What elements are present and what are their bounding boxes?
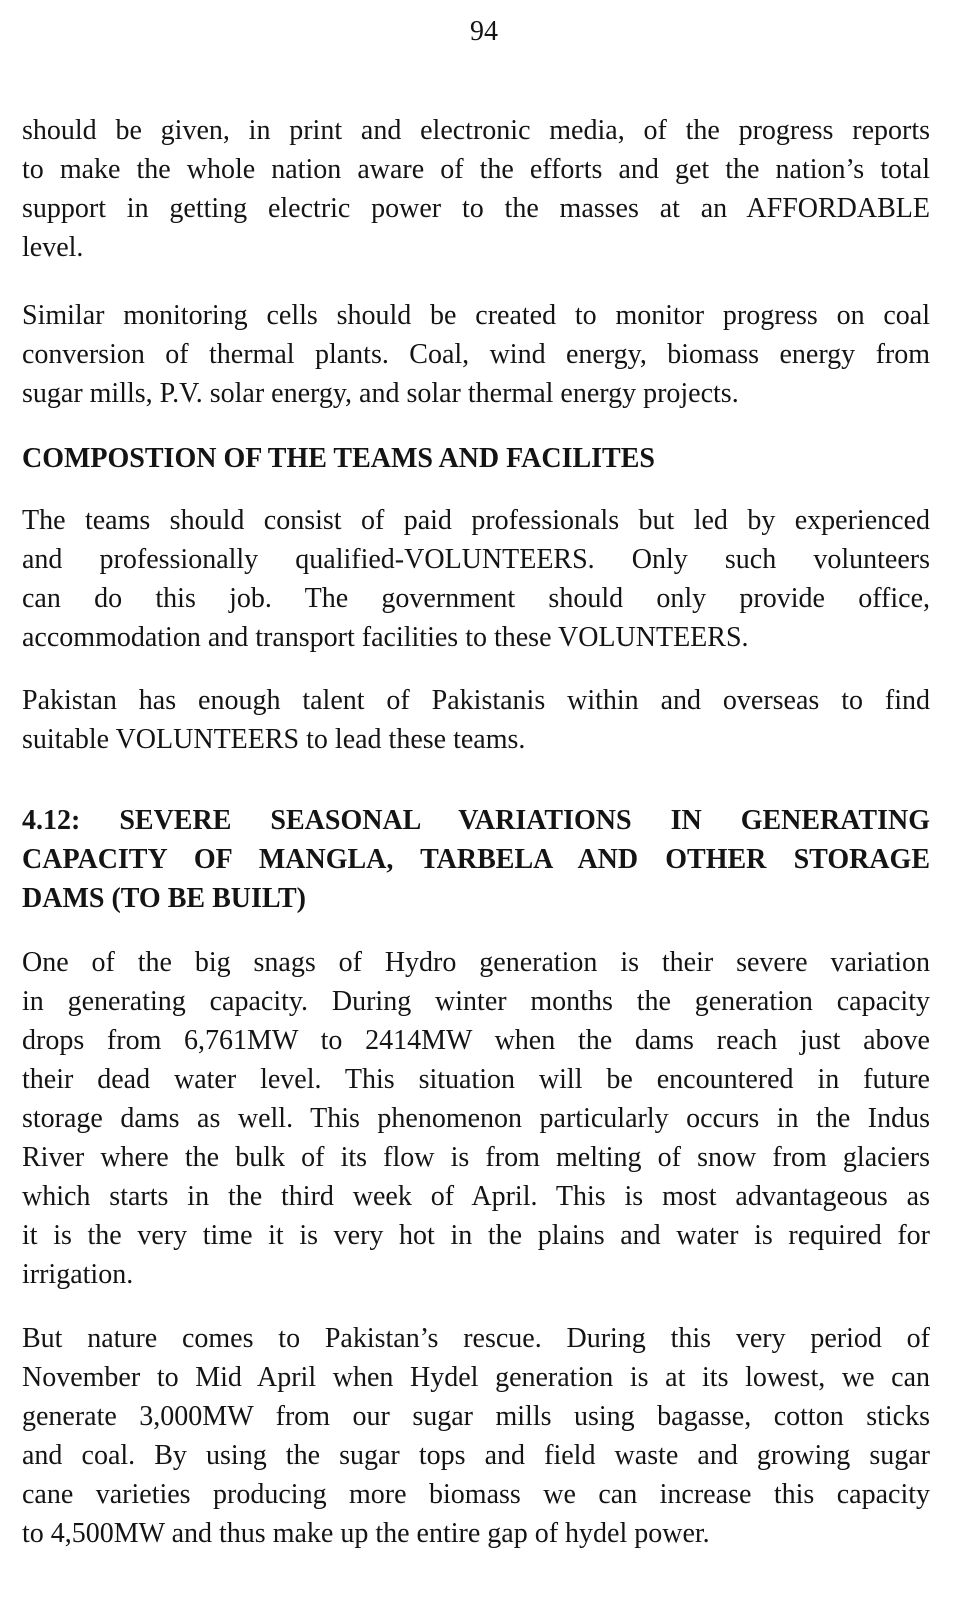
text-line: support in getting electric power to the masses at an AFFORDABLE: [22, 193, 930, 224]
text-line: and professionally qualified-VOLUNTEERS. Only such volunteers: [22, 544, 930, 575]
text-line: drops from 6,761MW to 2414MW when the dams reach just above: [22, 1025, 930, 1056]
text-line: it is the very time it is very hot in the plains and water is required for: [22, 1220, 930, 1251]
text-line: cane varieties producing more biomass we can increase this capacity: [22, 1479, 930, 1510]
text-line: should be given, in print and electronic media, of the progress reports: [22, 115, 930, 146]
text-line: can do this job. The government should only provide office,: [22, 583, 930, 614]
text-line: CAPACITY OF MANGLA, TARBELA AND OTHER STORAGE: [22, 844, 930, 875]
text-line: 4.12: SEVERE SEASONAL VARIATIONS IN GENERATING: [22, 805, 930, 836]
text-line: One of the big snags of Hydro generation is their severe variation: [22, 947, 930, 978]
text-line: storage dams as well. This phenomenon particularly occurs in the Indus: [22, 1103, 930, 1134]
section-heading: [22, 439, 930, 478]
text-line: suitable VOLUNTEERS to lead these teams.: [22, 724, 526, 755]
text-line: to make the whole nation aware of the efforts and get the nation’s total: [22, 154, 930, 185]
text-line: Similar monitoring cells should be created to monitor progress on coal: [22, 300, 930, 331]
text-line: and coal. By using the sugar tops and field waste and growing sugar: [22, 1440, 930, 1471]
text-line: which starts in the third week of April. This is most advantageous as: [22, 1181, 930, 1212]
paragraph: [22, 943, 930, 1294]
page-number: 94: [470, 16, 498, 47]
text-line: in generating capacity. During winter months the generation capacity: [22, 986, 930, 1017]
text-line: conversion of thermal plants. Coal, wind energy, biomass energy from: [22, 339, 930, 370]
text-line: accommodation and transport facilities to these VOLUNTEERS.: [22, 622, 749, 653]
text-line: irrigation.: [22, 1259, 134, 1290]
text-line: their dead water level. This situation will be encountered in future: [22, 1064, 930, 1095]
paragraph: [22, 296, 930, 413]
text-line: COMPOSTION OF THE TEAMS AND FACILITES: [22, 443, 655, 474]
text-line: level.: [22, 232, 84, 263]
text-line: to 4,500MW and thus make up the entire gap of hydel power.: [22, 1518, 710, 1549]
paragraph: [22, 681, 930, 759]
text-line: River where the bulk of its flow is from melting of snow from glaciers: [22, 1142, 930, 1173]
text-line: sugar mills, P.V. solar energy, and solar thermal energy projects.: [22, 378, 739, 409]
text-line: The teams should consist of paid professionals but led by experienced: [22, 505, 930, 536]
paragraph: [22, 1319, 930, 1553]
paragraph: [22, 111, 930, 267]
text-line: Pakistan has enough talent of Pakistanis within and overseas to find: [22, 685, 930, 716]
text-line: DAMS (TO BE BUILT): [22, 883, 306, 914]
text-line: November to Mid April when Hydel generation is at its lowest, we can: [22, 1362, 930, 1393]
text-line: generate 3,000MW from our sugar mills using bagasse, cotton sticks: [22, 1401, 930, 1432]
section-heading: [22, 801, 930, 918]
paragraph: [22, 501, 930, 657]
text-line: But nature comes to Pakistan’s rescue. During this very period of: [22, 1323, 930, 1354]
